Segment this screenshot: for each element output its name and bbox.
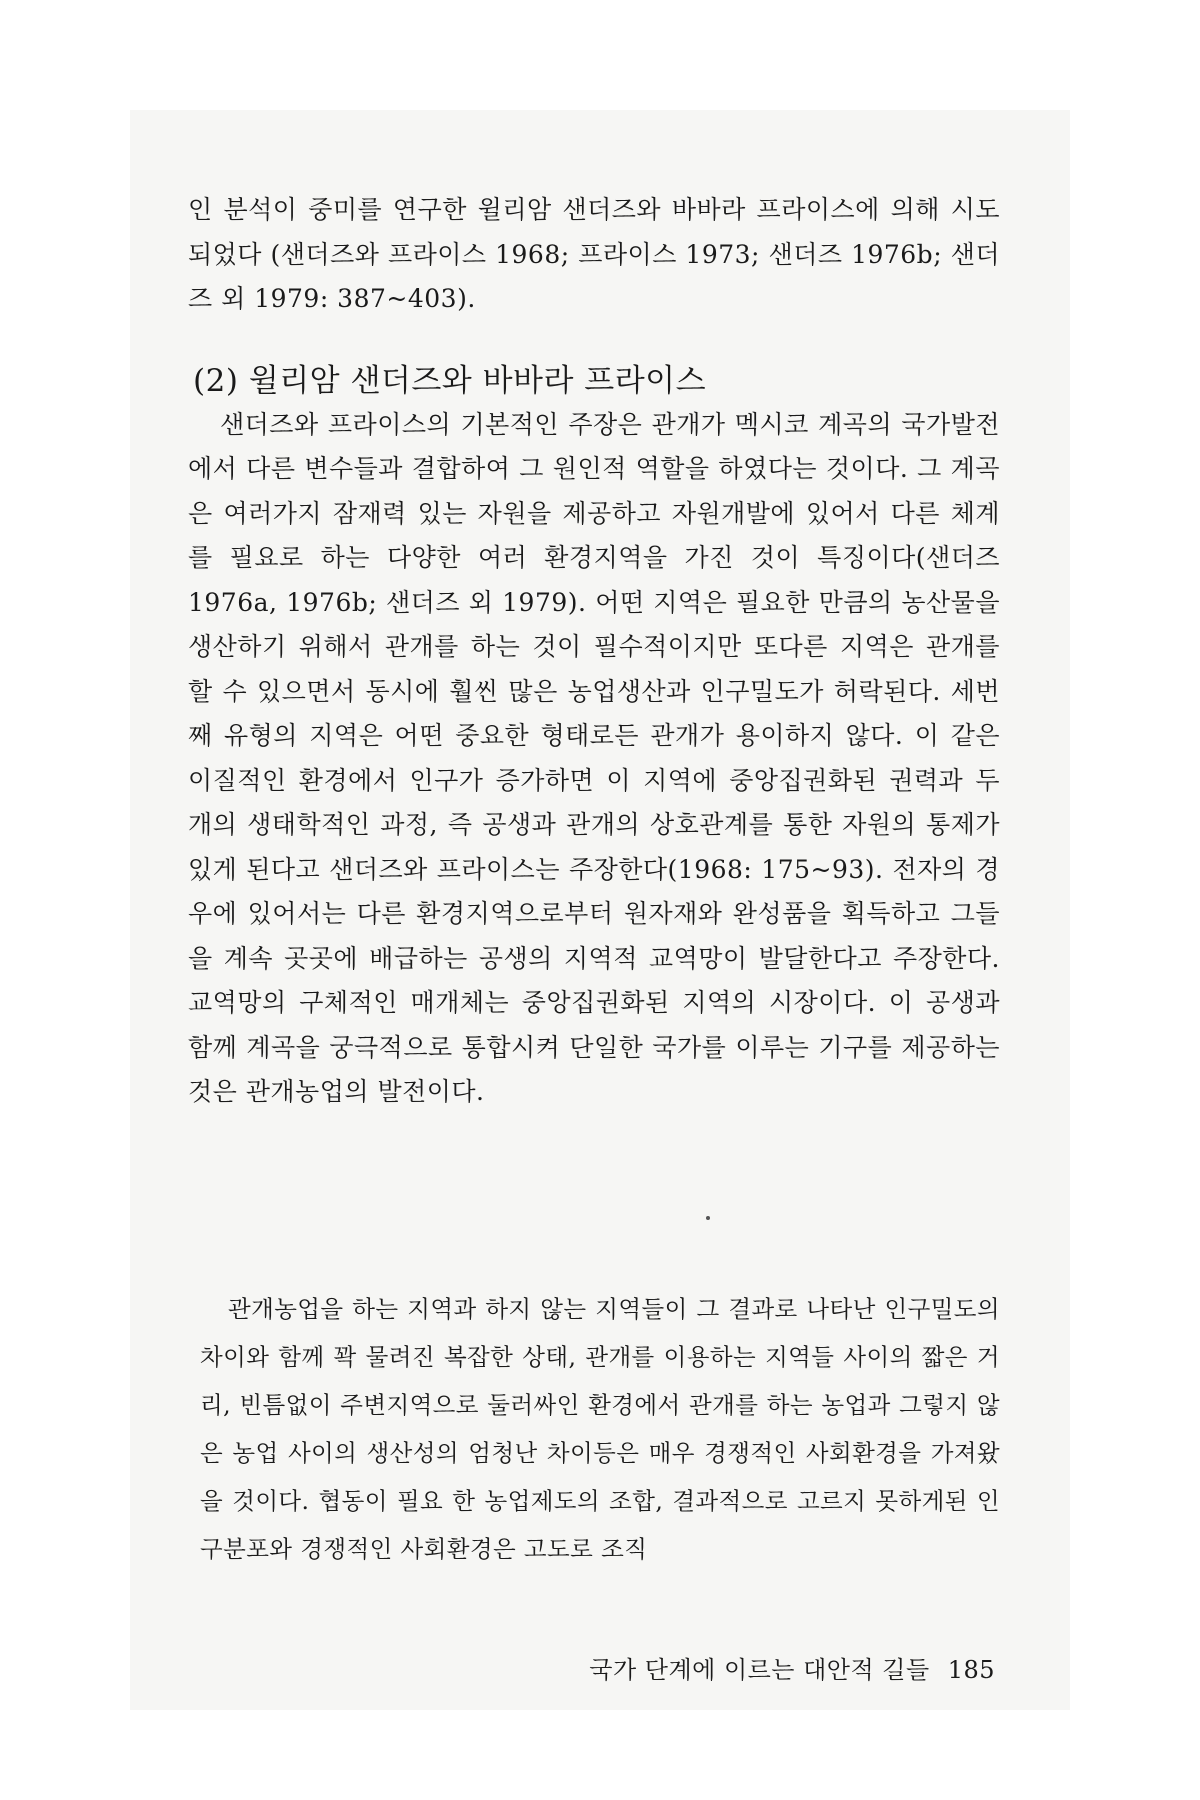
running-title: 국가 단계에 이르는 대안적 길들 <box>589 1656 930 1684</box>
scan-speck <box>706 1216 710 1220</box>
lead-paragraph: 인 분석이 중미를 연구한 윌리암 샌더즈와 바바라 프라이스에 의해 시도되었다 (샌더즈와 프라이스 1968; 프라이스 1973; 샌더즈 1976b; 샌더즈 외 1979: 387~403). <box>188 195 1000 313</box>
section-heading: (2) 윌리암 샌더즈와 바바라 프라이스 <box>193 362 707 399</box>
section-paragraph: 샌더즈와 프라이스의 기본적인 주장은 관개가 멕시코 계곡의 국가발전에서 다른 변수들과 결합하여 그 원인적 역할을 하였다는 것이다. 그 계곡은 여러가지 잠재력 있는 자원을 제공하고 자원개발에 있어서 다른 체계를 필요로 하는 다양한 여러 환경지역을 가진 것이 특징이다(샌더즈 1976a, 1976b; 샌더즈 외 1979). 어떤 지역은 필요한 만큼의 농산물을 생산하기 위해서 관개를 하는 것이 필수적이지만 또다른 지역은 관개를 할 수 있으면서 동시에 훨씬 많은 농업생산과 인구밀도가 허락된다. 세번째 유형의 지역은 어떤 중요한 형태로든 관개가 용이하지 않다. 이 같은 이질적인 환경에서 인구가 증가하면 이 지역에 중앙집권화된 권력과 두 개의 생태학적인 과정, 즉 공생과 관개의 상호관계를 통한 자원의 통제가 있게 된다고 샌더즈와 프라이스는 주장한다(1968: 175~93). 전자의 경우에 있어서는 다른 환경지역으로부터 원자재와 완성품을 획득하고 그들을 계속 곳곳에 배급하는 공생의 지역적 교역망이 발달한다고 주장한다. 교역망의 구체적인 매개체는 중앙집권화된 지역의 시장이다. 이 공생과 함께 계곡을 궁극적으로 통합시켜 단일한 국가를 이루는 기구를 제공하는 것은 관개농업의 발전이다. <box>188 409 1000 1106</box>
text-column <box>188 188 1000 1115</box>
page-number: 185 <box>947 1656 995 1684</box>
closing-block <box>200 1285 1000 1573</box>
running-footer <box>589 1650 995 1685</box>
closing-paragraph: 관개농업을 하는 지역과 하지 않는 지역들이 그 결과로 나타난 인구밀도의 차이와 함께 꽉 물려진 복잡한 상태, 관개를 이용하는 지역들 사이의 짧은 거리, 빈틈없이 주변지역으로 둘러싸인 환경에서 관개를 하는 농업과 그렇지 않은 농업 사이의 생산성의 엄청난 차이등은 매우 경쟁적인 사회환경을 가져왔을 것이다. 협동이 필요 한 농업제도의 조합, 결과적으로 고르지 못하게된 인구분포와 경쟁적인 사회환경은 고도로 조직 <box>200 1295 1000 1563</box>
